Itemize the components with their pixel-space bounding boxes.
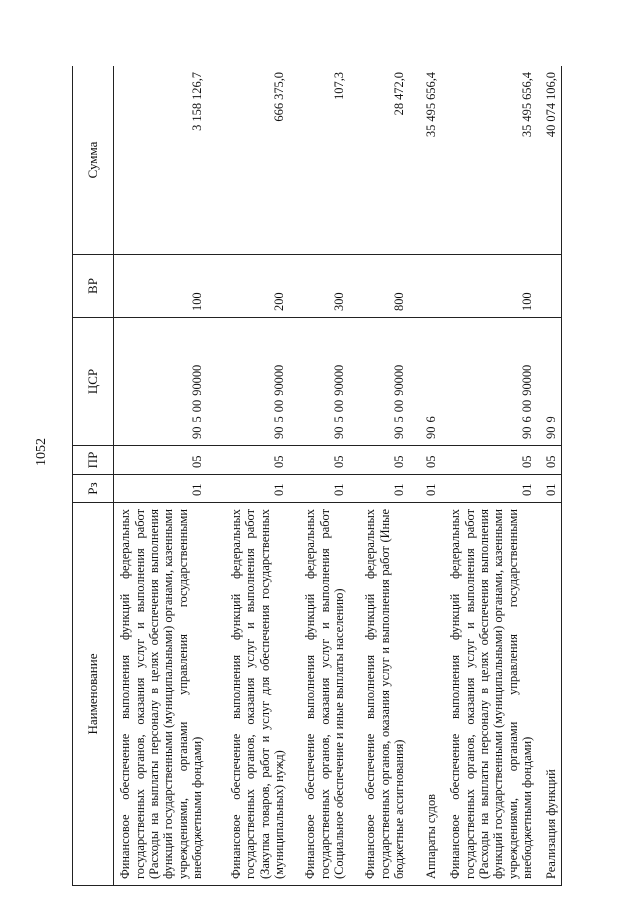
row-pr: 05 (350, 446, 410, 475)
row-sum: 666 375,0 (208, 66, 290, 255)
row-sum: 28 472,0 (350, 66, 410, 255)
table-header (73, 66, 114, 886)
rotated-content (72, 66, 592, 886)
table-row (410, 66, 442, 886)
table-row (290, 66, 350, 886)
row-vr (538, 255, 562, 318)
row-csr: 90 5 00 90000 (350, 318, 410, 446)
row-csr: 90 5 00 90000 (290, 318, 350, 446)
table-row (114, 66, 208, 886)
row-vr: 100 (114, 255, 208, 318)
row-csr: 90 5 00 90000 (208, 318, 290, 446)
row-csr: 90 6 00 90000 (442, 318, 538, 446)
row-sum: 3 158 126,7 (114, 66, 208, 255)
row-pr: 05 (114, 446, 208, 475)
row-sum: 35 495 656,4 (442, 66, 538, 255)
row-vr (410, 255, 442, 318)
row-csr: 90 9 (538, 318, 562, 446)
row-pr: 05 (538, 446, 562, 475)
row-name: Финансовое обеспечение выполнения функций федеральных государственных органов, оказания услуг и выполнения работ (Социальное обеспечение и иные выплаты населению) (290, 503, 350, 886)
budget-table (72, 66, 562, 886)
header-csr: ЦСР (73, 318, 114, 446)
row-name: Финансовое обеспечение выполнения функций федеральных государственных органов, оказания услуг и выполнения работ (Иные бюджетные ассигнования) (350, 503, 410, 886)
row-vr: 200 (208, 255, 290, 318)
row-name: Реализация функций (538, 503, 562, 886)
row-name: Аппараты судов (410, 503, 442, 886)
row-vr: 800 (350, 255, 410, 318)
row-rz: 01 (538, 475, 562, 503)
header-name: Наименование (73, 503, 114, 886)
row-rz: 01 (410, 475, 442, 503)
row-vr: 100 (442, 255, 538, 318)
row-csr: 90 6 (410, 318, 442, 446)
row-pr: 05 (410, 446, 442, 475)
row-sum: 35 495 656,4 (410, 66, 442, 255)
table-row (538, 66, 562, 886)
row-pr: 05 (208, 446, 290, 475)
header-sum: Сумма (73, 66, 114, 255)
row-rz: 01 (350, 475, 410, 503)
row-sum: 40 074 106,0 (538, 66, 562, 255)
table-row (208, 66, 290, 886)
row-rz: 01 (208, 475, 290, 503)
header-rz: Рз (73, 475, 114, 503)
row-name: Финансовое обеспечение выполнения функций федеральных государственных органов, оказания услуг и выполнения работ (Расходы на выплаты персоналу в целях обеспечения выполнения функций государственными (муниципальными) органами, казенными учреждениями, органами управления государственными внебюджетными фондами) (114, 503, 208, 886)
row-pr: 05 (442, 446, 538, 475)
row-name: Финансовое обеспечение выполнения функций федеральных государственных органов, оказания услуг и выполнения работ (Расходы на выплаты персоналу в целях обеспечения выполнения функций государственными (муниципальными) органами, казенными учреждениями, органами управления государственными внебюджетными фондами) (442, 503, 538, 886)
table-row (442, 66, 538, 886)
row-sum: 107,3 (290, 66, 350, 255)
header-pr: ПР (73, 446, 114, 475)
row-name: Финансовое обеспечение выполнения функций федеральных государственных органов, оказания услуг и выполнения работ (Закупка товаров, работ и услуг для обеспечения государственных (муниципальных) нужд) (208, 503, 290, 886)
row-csr: 90 5 00 90000 (114, 318, 208, 446)
rotated-sheet (72, 66, 592, 886)
row-pr: 05 (290, 446, 350, 475)
table-row (350, 66, 410, 886)
row-vr: 300 (290, 255, 350, 318)
header-vr: ВР (73, 255, 114, 318)
page-number: 1052 (34, 438, 49, 466)
row-rz: 01 (114, 475, 208, 503)
row-rz: 01 (442, 475, 538, 503)
row-rz: 01 (290, 475, 350, 503)
